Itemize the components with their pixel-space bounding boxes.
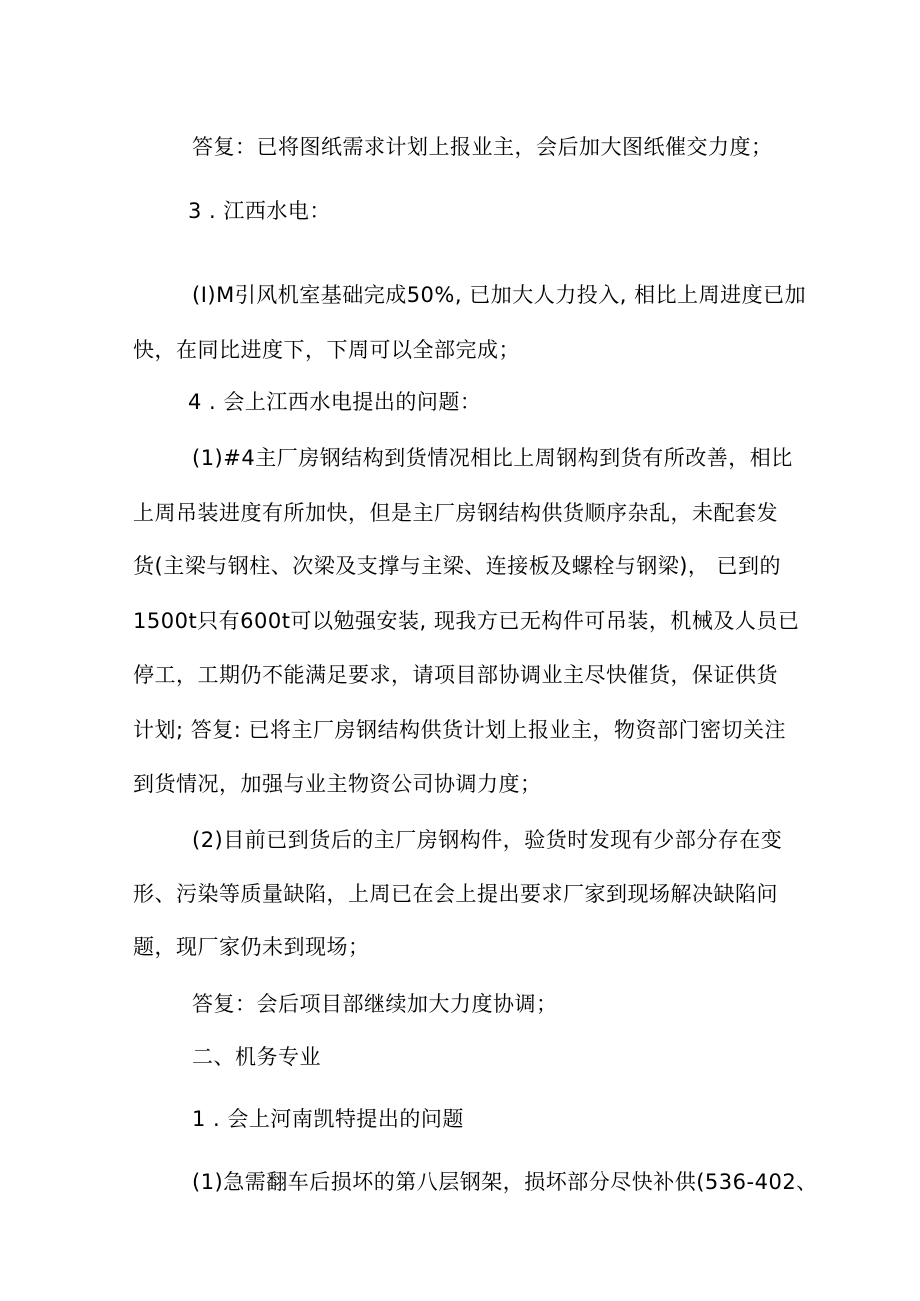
paragraph-steel-line-2: 上周吊装进度有所加快，但是主厂房钢结构供货顺序杂乱，未配套发	[133, 501, 778, 525]
section-mechanical: 二、机务专业	[192, 1045, 321, 1069]
paragraph-steel-line-6: 计划; 答复: 已将主厂房钢结构供货计划上报业主，物资部门密切关注	[133, 718, 786, 742]
paragraph-steel-frame: (1)急需翻车后损坏的第八层钢架，损坏部分尽快补供(536-402、	[192, 1170, 818, 1194]
heading-jiangxi-hydro: 3 . 江西水电：	[188, 199, 331, 223]
paragraph-steel-line-7: 到货情况，加强与业主物资公司协调力度；	[133, 772, 542, 796]
paragraph-steel-line-1: (1)#4主厂房钢结构到货情况相比上周钢构到货有所改善，相比	[192, 446, 793, 470]
heading-henan-kaite: 1 . 会上河南凯特提出的问题	[192, 1107, 464, 1131]
paragraph-defects-line-2: 形、污染等质量缺陷，上周已在会上提出要求厂家到现场解决缺陷问	[133, 882, 778, 906]
heading-jiangxi-issues: 4 . 会上江西水电提出的问题：	[188, 390, 482, 414]
reply-coordination: 答复：会后项目部继续加大力度协调；	[192, 992, 558, 1016]
paragraph-steel-line-4: 1500t只有600t可以勉强安装, 现我方已无构件可吊装，机械及人员已	[133, 609, 800, 633]
paragraph-defects-line-3: 题，现厂家仍未到现场；	[133, 935, 370, 959]
paragraph-defects-line-1: (2)目前已到货后的主厂房钢构件，验货时发现有少部分存在变	[192, 828, 783, 852]
paragraph-steel-line-3: 货(主梁与钢柱、次梁及支撑与主梁、连接板及螺栓与钢梁)， 已到的	[133, 554, 782, 578]
paragraph-fan-room-line-2: 快，在同比进度下，下周可以全部完成；	[133, 338, 520, 362]
paragraph-fan-room-line-1: (I)M引风机室基础完成50%, 已加大人力投入, 相比上周进度已加	[192, 283, 807, 307]
paragraph-steel-line-5: 停工，工期仍不能满足要求，请项目部协调业主尽快催货，保证供货	[133, 663, 778, 687]
reply-drawing-plan: 答复：已将图纸需求计划上报业主，会后加大图纸催交力度；	[192, 135, 773, 159]
